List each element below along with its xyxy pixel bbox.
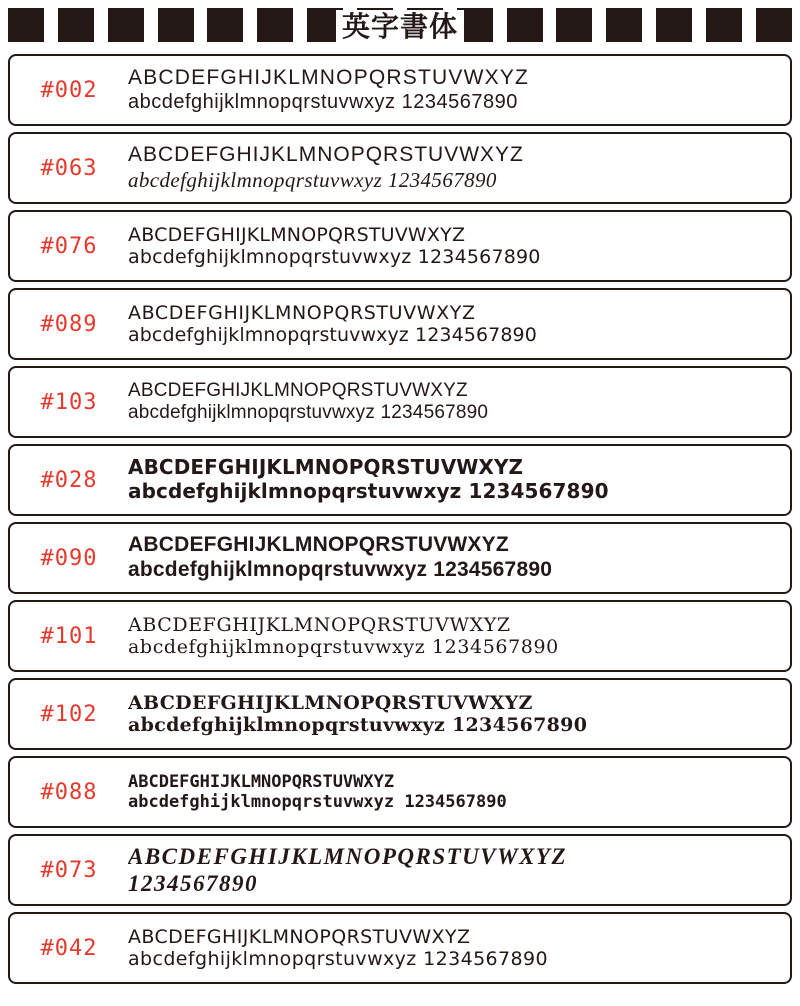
font-code: #042 (40, 935, 98, 961)
specimen-lowercase: abcdefghijklmnopqrstuvwxyz 1234567890 (128, 324, 537, 346)
specimen-lowercase: abcdefghijklmnopqrstuvwxyz 1234567890 (128, 90, 518, 113)
font-code: #103 (40, 389, 98, 415)
specimen-uppercase: ABCDEFGHIJKLMNOPQRSTUVWXYZ (128, 65, 530, 89)
font-specimen (128, 772, 790, 812)
specimen-lowercase: abcdefghijklmnopqrstuvwxyz 1234567890 (128, 636, 559, 658)
specimen-uppercase: ABCDEFGHIJKLMNOPQRSTUVWXYZ (128, 223, 466, 246)
font-sample-row[interactable] (8, 444, 792, 516)
font-code: #090 (40, 545, 98, 571)
specimen-uppercase: ABCDEFGHIJKLMNOPQRSTUVWXYZ (128, 379, 468, 401)
font-specimen (128, 926, 790, 971)
font-code: #063 (40, 155, 98, 181)
font-code: #073 (40, 857, 98, 883)
font-sample-row[interactable] (8, 756, 792, 828)
font-sample-row[interactable] (8, 678, 792, 750)
page-header (8, 6, 792, 48)
header-block (207, 8, 243, 42)
header-block (656, 8, 692, 42)
specimen-uppercase: ABCDEFGHIJKLMNOPQRSTUVWXYZ (128, 771, 395, 792)
font-sample-row[interactable] (8, 522, 792, 594)
header-block (257, 8, 293, 42)
specimen-lowercase: abcdefghijklmnopqrstuvwxyz 1234567890 (128, 168, 497, 192)
font-sample-row[interactable] (8, 912, 792, 984)
page-title: 英字書体 (336, 10, 464, 44)
specimen-lowercase: abcdefghijklmnopqrstuvwxyz 1234567890 (128, 948, 548, 970)
specimen-lowercase: abcdefghijklmnopqrstuvwxyz 1234567890 (128, 792, 507, 812)
specimen-lowercase: 1234567890 (128, 871, 258, 896)
font-sample-row[interactable] (8, 834, 792, 906)
font-sample-row[interactable] (8, 600, 792, 672)
specimen-uppercase: ABCDEFGHIJKLMNOPQRSTUVWXYZ (128, 613, 511, 636)
font-specimen (128, 66, 790, 114)
specimen-uppercase: ABCDEFGHIJKLMNOPQRSTUVWXYZ (128, 143, 524, 167)
font-code: #002 (40, 77, 98, 103)
font-code: #076 (40, 233, 98, 259)
specimen-uppercase: ABCDEFGHIJKLMNOPQRSTUVWXYZ (128, 456, 524, 480)
font-code: #089 (40, 311, 98, 337)
specimen-lowercase: abcdefghijklmnopqrstuvwxyz 1234567890 (128, 246, 541, 268)
header-block (606, 8, 642, 42)
specimen-uppercase: ABCDEFGHIJKLMNOPQRSTUVWXYZ (128, 843, 568, 869)
specimen-lowercase: abcdefghijklmnopqrstuvwxyz 1234567890 (128, 479, 609, 503)
font-sample-row[interactable] (8, 54, 792, 126)
font-specimen (128, 456, 790, 503)
header-block (556, 8, 592, 42)
font-sample-row[interactable] (8, 132, 792, 204)
font-catalog-page (0, 6, 800, 1006)
font-code: #028 (40, 467, 98, 493)
font-code: #088 (40, 779, 98, 805)
font-specimen (128, 143, 790, 193)
font-specimen (128, 224, 790, 269)
font-specimen (128, 614, 790, 659)
specimen-lowercase: abcdefghijklmnopqrstuvwxyz 1234567890 (128, 558, 553, 581)
specimen-lowercase: abcdefghijklmnopqrstuvwxyz 1234567890 (128, 402, 489, 423)
font-specimen (128, 692, 790, 737)
specimen-uppercase: ABCDEFGHIJKLMNOPQRSTUVWXYZ (128, 533, 509, 557)
font-specimen (128, 843, 790, 897)
header-block (756, 8, 792, 42)
header-block (507, 8, 543, 42)
font-specimen (128, 380, 790, 425)
font-sample-row[interactable] (8, 210, 792, 282)
header-block (158, 8, 194, 42)
specimen-lowercase: abcdefghijklmnopqrstuvwxyz 1234567890 (128, 714, 588, 736)
font-sample-row[interactable] (8, 288, 792, 360)
font-specimen (128, 533, 790, 583)
specimen-uppercase: ABCDEFGHIJKLMNOPQRSTUVWXYZ (128, 925, 471, 948)
font-code: #102 (40, 701, 98, 727)
font-specimen (128, 302, 790, 347)
specimen-uppercase: ABCDEFGHIJKLMNOPQRSTUVWXYZ (128, 301, 476, 324)
header-block (8, 8, 44, 42)
header-block (58, 8, 94, 42)
font-sample-row[interactable] (8, 366, 792, 438)
header-block (706, 8, 742, 42)
header-block (108, 8, 144, 42)
specimen-uppercase: ABCDEFGHIJKLMNOPQRSTUVWXYZ (128, 691, 533, 714)
font-code: #101 (40, 623, 98, 649)
font-sample-list (0, 54, 800, 984)
